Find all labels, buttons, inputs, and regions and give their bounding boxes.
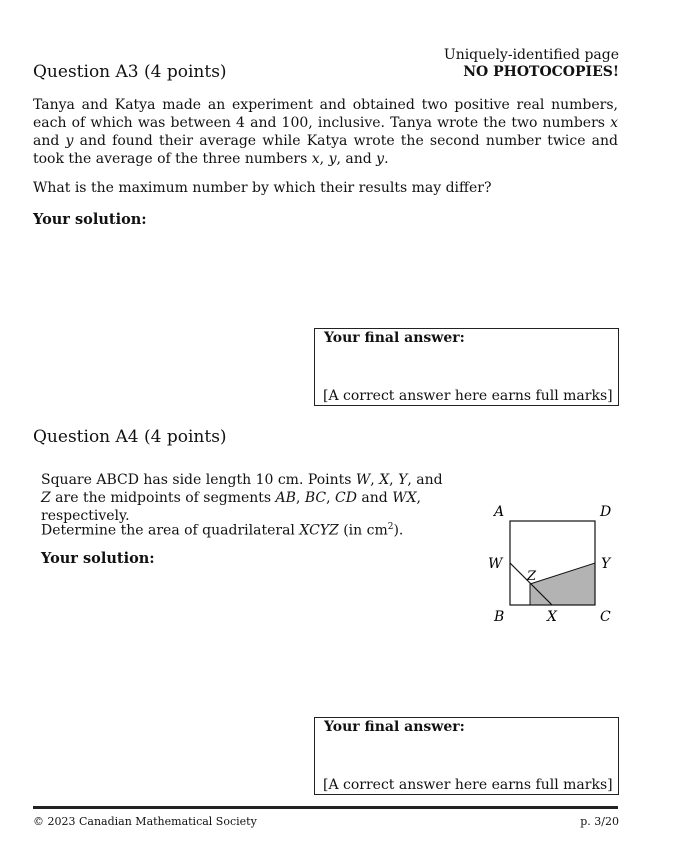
- q3-text: and found their average while Katya wrote the second number twice and took the average of the three numbers: [33, 133, 618, 167]
- segment-bc: BC: [304, 490, 327, 506]
- q4-answer-label: Your final answer:: [324, 719, 465, 735]
- q3-title: Question A3 (4 points): [33, 62, 227, 82]
- label-a: A: [494, 504, 505, 520]
- var-x: X: [379, 472, 390, 488]
- q3-answer-box[interactable]: [314, 328, 619, 406]
- label-z: Z: [527, 569, 537, 584]
- page-header: [444, 47, 619, 81]
- segment-cd: CD: [335, 490, 357, 506]
- header-line1: Uniquely-identified page: [443, 47, 619, 63]
- var-y: y: [376, 151, 385, 167]
- q4-answer-hint: [A correct answer here earns full marks]: [323, 777, 613, 793]
- label-b: B: [494, 609, 505, 625]
- q4-text: Determine the area of quadrilateral: [41, 522, 300, 539]
- label-x: X: [547, 609, 557, 625]
- square-figure: [480, 500, 620, 630]
- q4-title: Question A4 (4 points): [33, 427, 227, 447]
- label-c: C: [600, 609, 611, 625]
- q4-text: and: [356, 490, 393, 506]
- q4-text: are the midpoints of segments: [50, 490, 276, 506]
- var-y: y: [328, 151, 337, 167]
- q3-text: , and: [336, 151, 377, 167]
- label-y: Y: [601, 556, 611, 572]
- q4-text: , and: [407, 472, 443, 488]
- q4-solution-label: Your solution:: [41, 550, 155, 567]
- q3-solution-label: Your solution:: [33, 211, 147, 228]
- segment-wx: WX: [392, 490, 417, 506]
- quadrilateral-name: XCYZ: [299, 522, 339, 539]
- var-x: x: [311, 151, 320, 167]
- header-warning: NO PHOTOCOPIES!: [463, 64, 619, 80]
- q4-text: ,: [326, 490, 336, 506]
- var-w: W: [355, 472, 371, 488]
- copyright: © 2023 Canadian Mathematical Society: [33, 815, 257, 828]
- segment-ab: AB: [275, 490, 296, 506]
- q4-text: ,: [295, 490, 305, 506]
- q4-statement: [41, 471, 451, 525]
- q4-text: , respectively.: [41, 490, 421, 524]
- q4-text: (in cm: [338, 522, 388, 539]
- q4-question: [41, 518, 403, 540]
- q3-text: and: [33, 133, 66, 149]
- q3-text: .: [384, 151, 389, 167]
- footer-rule: [33, 806, 618, 809]
- q4-text: ,: [370, 472, 380, 488]
- superscript: 2: [387, 522, 394, 532]
- label-w: W: [488, 556, 503, 572]
- q4-text: Square ABCD has side length 10 cm. Points: [41, 472, 356, 488]
- q4-text: ).: [393, 522, 404, 539]
- var-y: y: [65, 133, 74, 149]
- page-number: p. 3/20: [580, 815, 619, 828]
- q4-text: ,: [389, 472, 399, 488]
- var-y: Y: [398, 472, 408, 488]
- q3-question: What is the maximum number by which their results may differ?: [33, 180, 492, 196]
- var-x: x: [610, 115, 618, 131]
- q3-text: Tanya and Katya made an experiment and obtained two positive real numbers, each of which was between 4 and 100, inclusive. Tanya wrote the two numbers: [33, 97, 618, 131]
- shaded-region-xcyz: [530, 563, 595, 605]
- q3-statement: [33, 96, 618, 168]
- q3-text: ,: [319, 151, 329, 167]
- q3-answer-hint: [A correct answer here earns full marks]: [323, 388, 613, 404]
- label-d: D: [600, 504, 612, 520]
- q3-answer-label: Your final answer:: [324, 330, 465, 346]
- q4-answer-box[interactable]: [314, 717, 619, 795]
- var-z: Z: [41, 490, 51, 506]
